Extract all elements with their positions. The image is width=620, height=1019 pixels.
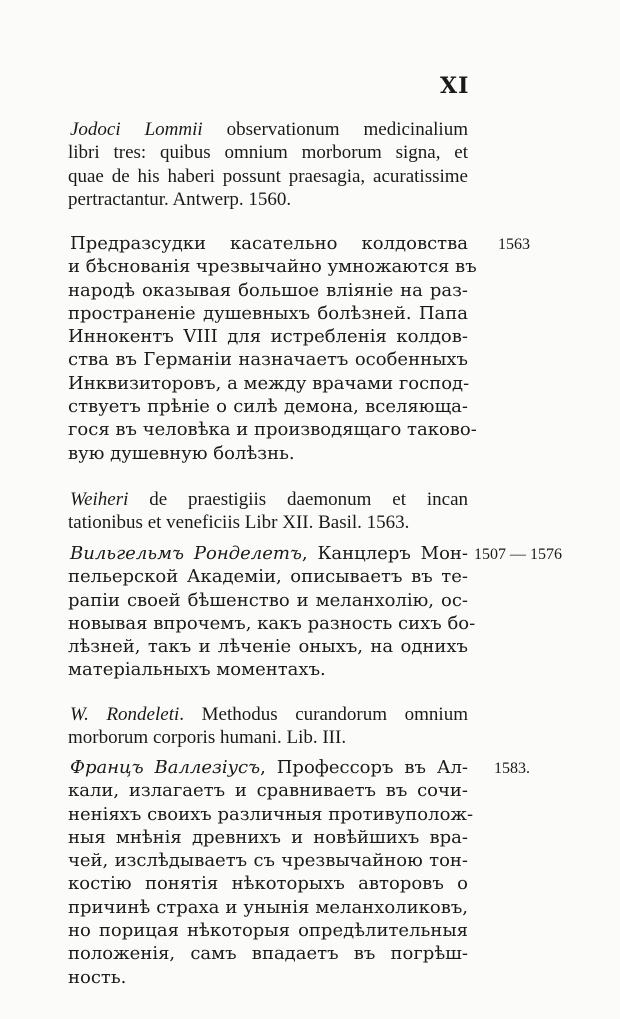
text-line: причинѣ страха и унынія меланхоликовъ, [68,896,468,918]
paragraph-superstitions [68,232,477,465]
text-line: Weiheri de praestigiis daemonum et incan [70,489,468,510]
text-line: Предразсудки касательно колдовства [70,233,468,254]
text-line: ства въ Германіи назначаетъ особенныхъ [68,349,468,371]
text-line: пространеніе душевныхъ болѣзней. Папа [68,302,468,324]
text-line: ныя мнѣнія древнихъ и новѣйшихъ вра- [68,826,468,848]
text-line: morborum corporis humani. Lib. III. [68,727,347,749]
paragraph-lommii [68,118,468,211]
text-line: Вильгельмъ Ронделетъ, Канцлеръ Мон- [70,543,469,564]
margin-date: 1583. [494,760,530,777]
text-line: tationibus et veneficiis Libr XII. Basil. 1563. [68,512,410,534]
text-line: новывая впрочемъ, какъ разность сихъ бо- [68,612,476,634]
margin-date: 1507 — 1576 [474,546,562,563]
text-line: ствуетъ прѣніе о силѣ демона, вселяюща- [68,396,468,418]
text-line: Инквизиторовъ, а между врачами господ- [68,372,470,394]
text-line: положенія, самъ впадаетъ въ погрѣш- [68,943,468,965]
paragraph-valles [68,756,474,989]
text-line: libri tres: quibus omnium morborum signa, et [68,142,468,164]
paragraph-rondeleti [68,703,468,750]
text-line: неніяхъ своихъ различныя противуполож- [68,803,474,825]
text-line: костію понятія нѣкоторыхъ авторовъ о [68,873,468,895]
text-line: лѣзней, такъ и лѣченіе оныхъ, на однихъ [68,636,468,658]
text-line: гося въ человѣка и производящаго таково- [68,419,477,441]
text-line: народѣ оказывая большое вліяніе на раз- [68,279,468,301]
text-line: вую душевную болѣзнь. [68,442,295,464]
text-line: рапіи своей бѣшенство и меланхолію, ос- [68,589,468,611]
text-line: кали, излагаетъ и сравниваетъ въ сочи- [68,780,468,802]
text-line: пельерской Академіи, описываетъ въ те- [68,566,468,588]
paragraph-weiheri [68,488,468,535]
text-line: Jodoci Lommii observationum medicinalium [70,119,468,140]
text-line: матеріальныхъ моментахъ. [68,659,326,681]
text-line: и бѣснованія чрезвычайно умножаются въ [68,256,477,278]
text-line: чей, изслѣдываетъ съ чрезвычайною тон- [68,850,468,872]
text-line: quae de his haberi possunt praesagia, acuratissime [68,165,468,187]
text-line: pertractantur. Antwerp. 1560. [68,188,292,210]
text-line: ность. [68,966,127,988]
text-line: Францъ Валлезіусъ, Профессоръ въ Ал- [70,757,468,778]
text-line: W. Rondeleti. Methodus curandorum omnium [70,704,468,725]
text-line: Иннокентъ VIII для истребленія колдов- [68,326,468,348]
page-number: XI [440,73,470,99]
paragraph-rondelet [68,542,476,682]
text-line: но порицая нѣкоторыя опредѣлительныя [68,920,468,942]
margin-date: 1563 [498,236,530,253]
